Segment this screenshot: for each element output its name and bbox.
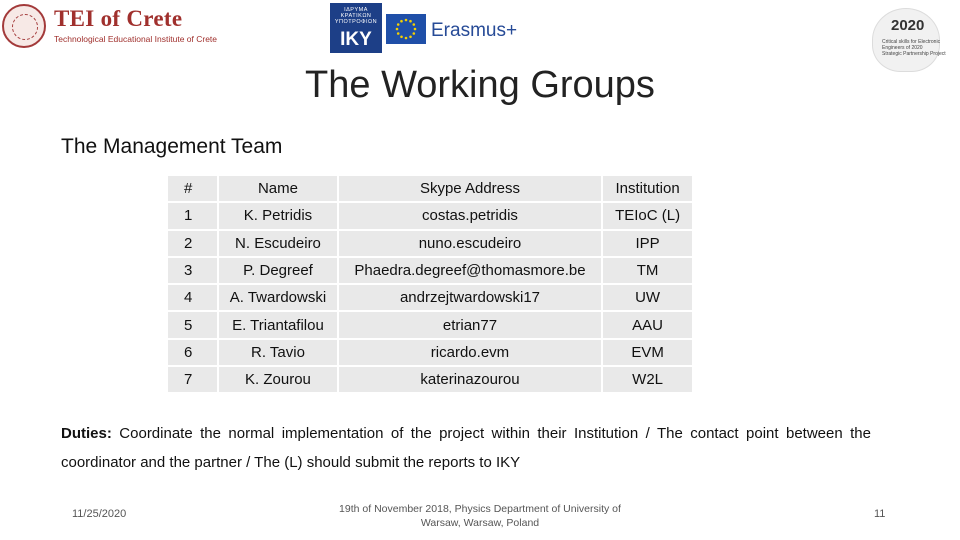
row-index: 3 [168,258,217,283]
footer-event-line-2: Warsaw, Warsaw, Poland [420,517,540,529]
header-name: Name [219,176,337,201]
row-name: A. Twardowski [219,285,337,310]
table-row [168,367,692,392]
row-skype: costas.petridis [339,203,601,228]
footer-page-number: 11 [874,508,886,520]
slide-title: The Working Groups [305,64,655,106]
table-row [168,258,692,283]
row-skype: andrzejtwardowski17 [339,285,601,310]
row-index: 2 [168,231,217,256]
project-2020-badge [868,8,944,70]
footer-event [320,502,640,530]
row-name: N. Escudeiro [219,231,337,256]
row-institution: TM [603,258,692,283]
row-institution: UW [603,285,692,310]
row-skype: etrian77 [339,312,601,337]
tei-subtitle: Technological Educational Institute of Crete [54,34,218,44]
iky-small-text: ΙΔΡΥΜΑ ΚΡΑΤΙΚΩΝ ΥΠΟΤΡΟΦΙΩΝ [334,7,378,25]
management-team-table [166,174,694,394]
row-name: E. Triantafilou [219,312,337,337]
duties-paragraph [61,420,871,477]
row-index: 4 [168,285,217,310]
duties-label: Duties: [61,425,112,442]
row-institution: EVM [603,340,692,365]
erasmus-plus-logo: Erasmus+ [431,20,518,41]
row-skype: katerinazourou [339,367,601,392]
row-index: 7 [168,367,217,392]
row-institution: TEIoC (L) [603,203,692,228]
duties-text: Coordinate the normal implementation of the project within their Institution / The contact point between the coordinator and the partner / The (L) should submit the reports to IKY [61,425,871,471]
tei-seal-icon [2,4,46,48]
tei-crete-logo [2,4,218,48]
table-row [168,203,692,228]
row-institution: IPP [603,231,692,256]
table-row [168,312,692,337]
table-row [168,231,692,256]
table-header-row [168,176,692,201]
row-index: 1 [168,203,217,228]
badge-line-3: Strategic Partnership Project [882,51,946,57]
header-skype: Skype Address [339,176,601,201]
footer-date: 11/25/2020 [72,508,127,520]
iky-big-text: IKY [340,29,372,50]
eu-flag-icon [386,14,426,44]
footer-event-line-1: 19th of November 2018, Physics Department of University of [339,503,621,515]
row-name: P. Degreef [219,258,337,283]
row-name: R. Tavio [219,340,337,365]
row-institution: AAU [603,312,692,337]
row-skype: ricardo.evm [339,340,601,365]
row-name: K. Petridis [219,203,337,228]
iky-logo [330,3,382,53]
section-subtitle: The Management Team [61,135,283,158]
row-index: 6 [168,340,217,365]
table-row [168,285,692,310]
row-index: 5 [168,312,217,337]
row-name: K. Zourou [219,367,337,392]
table-row [168,340,692,365]
row-institution: W2L [603,367,692,392]
badge-year: 2020 [891,17,925,34]
badge-line-2: Engineers of 2020 [882,45,923,51]
header-index: # [168,176,217,201]
row-skype: nuno.escudeiro [339,231,601,256]
header-institution: Institution [603,176,692,201]
tei-name: TEI of Crete [54,6,183,31]
badge-line-1: Critical skills for Electronic [882,39,941,45]
row-skype: Phaedra.degreef@thomasmore.be [339,258,601,283]
